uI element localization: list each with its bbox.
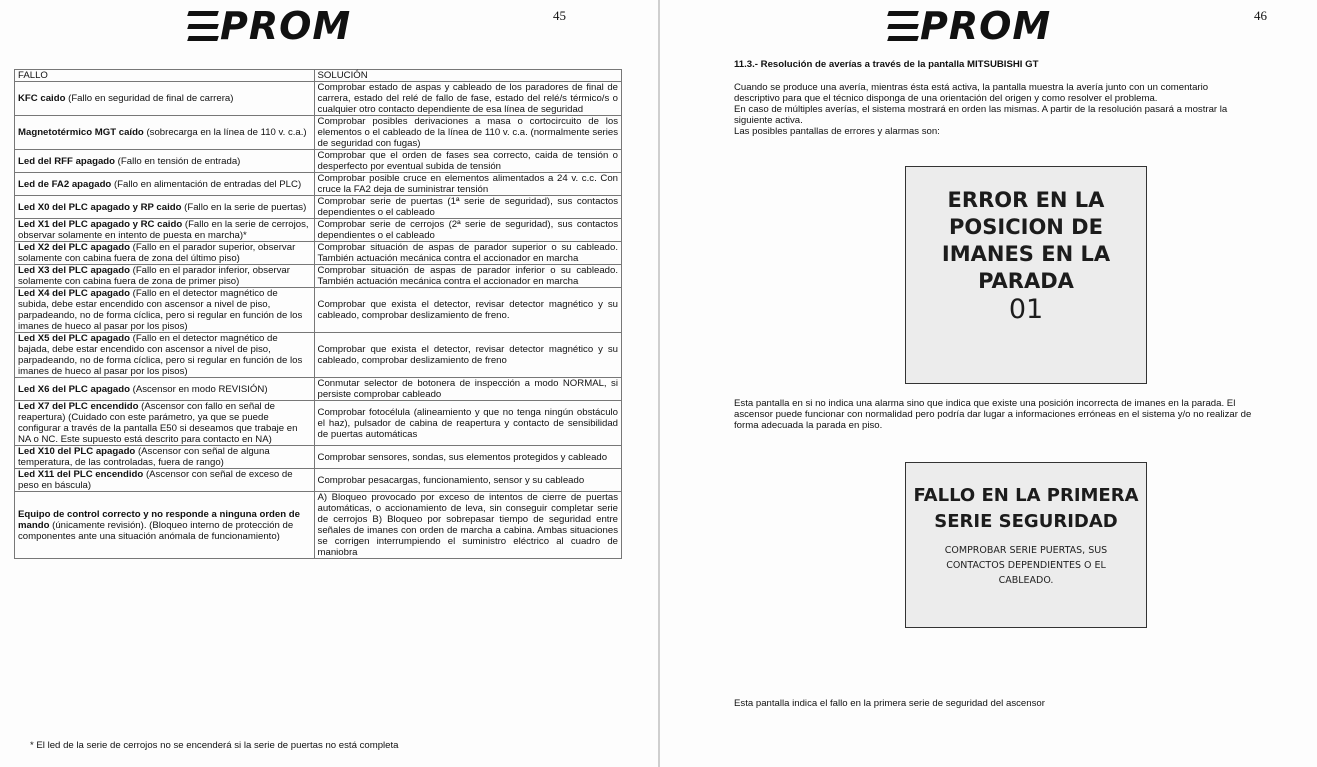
fallo-description: (Fallo en el parador superior, observar solamente con cabina fuera de zona del último piso): [18, 242, 296, 264]
fallo-description: (Fallo en seguridad de final de carrera): [65, 93, 234, 104]
fallo-cell: [15, 242, 315, 265]
screen-title: [906, 187, 1146, 295]
fallo-description: (Fallo en la serie de puertas): [181, 201, 307, 213]
fallo-cell: [15, 401, 315, 446]
error-screen-magnets: [905, 166, 1147, 384]
fallo-description: (Fallo en el parador inferior, observar solamente con cabina fuera de zona de primer piso): [18, 265, 290, 287]
screen-line: POSICION DE: [949, 215, 1103, 239]
solucion-cell: Comprobar que exista el detector, revisar detector magnético y su cableado, comprobar deslizamiento de freno.: [314, 288, 621, 333]
table-row: [15, 196, 622, 219]
solucion-cell: Comprobar pesacargas, funcionamiento, sensor y su cableado: [314, 469, 621, 492]
fallo-title: Led X5 del PLC apagado: [18, 333, 130, 344]
solucion-cell: Comprobar que el orden de fases sea correcto, caida de tensión o desperfecto por eventual subida de tensión: [314, 150, 621, 173]
page-number: 46: [1254, 8, 1267, 23]
fallo-description: (únicamente revisión). (Bloqueo interno de protección de componentes ante una situación anómala de funcionamiento): [18, 519, 294, 542]
fallo-cell: [15, 265, 315, 288]
error-code: 01: [1008, 294, 1044, 325]
intro-paragraph: Las posibles pantallas de errores y alarmas son:: [734, 126, 940, 137]
screen-line: COMPROBAR SERIE PUERTAS, SUS: [944, 545, 1108, 556]
table-row: [15, 265, 622, 288]
fallo-cell: [15, 333, 315, 378]
screen-title: [906, 483, 1146, 535]
fallo-title: Led del RFF apagado: [18, 155, 116, 167]
table-row: [15, 446, 622, 469]
solucion-cell: Comprobar situación de aspas de parador inferior o su cableado. También actuación mecánica contra el accionador en marcha: [314, 265, 621, 288]
fallo-title: Led X1 del PLC apagado y RC caido: [18, 219, 183, 230]
fallo-title: KFC caido: [18, 93, 66, 104]
fallo-cell: [15, 288, 315, 333]
table-header-row: [15, 70, 622, 82]
screen1-caption: Esta pantalla en si no indica una alarma sino que indica que existe una posición incorrecta de imanes en la parada. El ascensor puede funcionar con normalidad pero podría dar lugar a informaciones erróneas en el sistema y/o no realizar de forma adecuada la parada en piso.: [734, 398, 1252, 431]
solucion-cell: Comprobar posibles derivaciones a masa o cortocircuito de los elementos o el cableado de la línea de 110 v. c.a. (normalmente series de seguridad con fugas): [314, 116, 621, 150]
fallo-title: Led X2 del PLC apagado: [18, 242, 130, 253]
column-header-solucion: SOLUCIÓN: [314, 70, 621, 82]
fallo-description: (Fallo en alimentación de entradas del PLC): [111, 178, 302, 190]
solucion-cell: Comprobar estado de aspas y cableado de los paradores de final de carrera, estado del relé de fallo de fase, estado del relé/s térmico/s o cualquier otro contacto dependiente de esa línea de seguridad: [314, 82, 621, 116]
solucion-cell: Comprobar sensores, sondas, sus elementos protegidos y cableado: [314, 446, 621, 469]
fallo-title: Led de FA2 apagado: [18, 178, 112, 190]
table-row: [15, 288, 622, 333]
faults-table: [14, 69, 622, 559]
fallo-description: (Ascensor con señal de exceso de peso en báscula): [18, 469, 293, 491]
table-row: [15, 82, 622, 116]
fallo-description: (Fallo en tensión de entrada): [115, 155, 241, 167]
fallo-description: (Ascensor con señal de alguna temperatura, de las controladas, fuera de rango): [18, 446, 270, 468]
screen2-caption: Esta pantalla indica el fallo en la primera serie de seguridad del ascensor: [734, 698, 1045, 709]
faults-table-body: [15, 82, 622, 559]
page-number: 45: [553, 8, 566, 23]
prom-logo: [888, 6, 1051, 46]
fallo-title: Led X11 del PLC encendido: [18, 469, 144, 480]
fallo-description: (Fallo en la serie de cerrojos, observar solamente en intento de puesta en marcha)*: [18, 219, 309, 241]
screen-line: FALLO EN LA PRIMERA: [913, 485, 1139, 506]
table-row: [15, 492, 622, 559]
logo-text: PROM: [920, 4, 1052, 48]
table-row: [15, 173, 622, 196]
screen-line: CONTACTOS DEPENDIENTES O EL: [946, 560, 1106, 571]
fallo-cell: [15, 196, 315, 219]
screen-line: IMANES EN LA: [941, 242, 1111, 266]
fallo-cell: [15, 378, 315, 401]
right-page: [660, 0, 1317, 767]
fallo-title: Led X10 del PLC apagado: [18, 446, 136, 457]
solucion-cell: Comprobar fotocélula (alineamiento y que no tenga ningún obstáculo el haz), pulsador de cabina de reapertura y contacto de sensibilidad de puertas automáticas: [314, 401, 621, 446]
intro-paragraph: Cuando se produce una avería, mientras ésta está activa, la pantalla muestra la avería junto con un comentario descriptivo para que el técnico disponga de una orientación del origen y como resolver el problema.: [734, 82, 1209, 104]
prom-logo: [188, 6, 351, 46]
fallo-cell: [15, 446, 315, 469]
solucion-cell: Comprobar serie de cerrojos (2ª serie de seguridad), sus contactos dependientes o el cableado: [314, 219, 621, 242]
fallo-cell: [15, 116, 315, 150]
fallo-title: Led X7 del PLC encendido: [18, 401, 139, 412]
solucion-cell: Comprobar que exista el detector, revisar detector magnético y su cableado, comprobar deslizamiento de freno: [314, 333, 621, 378]
left-page: [0, 0, 658, 767]
section-title: 11.3.- Resolución de averías a través de la pantalla MITSUBISHI GT: [734, 59, 1039, 70]
fallo-cell: [15, 173, 315, 196]
screen-line: SERIE SEGURIDAD: [934, 511, 1118, 532]
fallo-description: (Ascensor con fallo en señal de reapertura) (Cuidado con este parámetro, ya que se puede configurar a través de la pantalla E50 si deseamos que trabaje en NA o NC. Este supuesto está descrito para contacto en NA): [18, 401, 298, 445]
table-row: [15, 469, 622, 492]
error-screen-safety-series: [905, 462, 1147, 628]
fallo-cell: [15, 150, 315, 173]
solucion-cell: Comprobar posible cruce en elementos alimentados a 24 v. c.c. Con cruce la FA2 deja de suministrar tensión: [314, 173, 621, 196]
fallo-cell: [15, 492, 315, 559]
fallo-cell: [15, 219, 315, 242]
table-row: [15, 150, 622, 173]
table-row: [15, 401, 622, 446]
table-row: [15, 333, 622, 378]
solucion-cell: Comprobar serie de puertas (1ª serie de seguridad), sus contactos dependientes o el cableado: [314, 196, 621, 219]
solucion-cell: Conmutar selector de botonera de inspección a modo NORMAL, si persiste comprobar cableado: [314, 378, 621, 401]
intro-text: [734, 82, 1254, 137]
logo-stripes-icon: [188, 11, 218, 41]
screen-line: ERROR EN LA: [947, 188, 1105, 212]
table-row: [15, 116, 622, 150]
footnote: * El led de la serie de cerrojos no se encenderá si la serie de puertas no está completa: [30, 740, 399, 751]
screen-line: PARADA: [978, 269, 1074, 293]
fallo-description: (Ascensor en modo REVISIÓN): [129, 383, 268, 395]
intro-paragraph: En caso de múltiples averías, el sistema mostrará en orden las mismas. A partir de la resolución pasará a mostrar la siguiente activa.: [734, 104, 1228, 126]
fallo-title: Magnetotérmico MGT caído: [18, 127, 144, 138]
column-header-fallo: FALLO: [15, 70, 315, 82]
fallo-title: Equipo de control correcto y no responde a ninguna orden de mando: [18, 508, 300, 531]
screen-line: CABLEADO.: [998, 575, 1054, 586]
screen-subtitle: [906, 543, 1146, 588]
fallo-description: (sobrecarga en la línea de 110 v. c.a.): [143, 127, 307, 138]
fallo-description: (Fallo en el detector magnético de bajada, debe estar encendido con ascensor a nivel de piso, parpadeando, no de forma cíclica, pero si regular en función de los imanes de hueco al pasar por los pisos): [18, 333, 303, 377]
fallo-title: Led X4 del PLC apagado: [18, 288, 130, 299]
logo-text: PROM: [220, 4, 352, 48]
fallo-title: Led X0 del PLC apagado y RP caido: [18, 201, 182, 213]
table-row: [15, 242, 622, 265]
solucion-cell: A) Bloqueo provocado por exceso de intentos de cierre de puertas automáticas, o accionamiento de leva, sin conseguir completar serie de cerrojos B) Bloqueo por sobrepasar tiempo de seguridad entre señales de imanes con orden de marcha a cabina. Ambas situaciones se corrigen interrumpiendo el suministro eléctrico al cuadro de maniobra: [314, 492, 621, 559]
table-row: [15, 378, 622, 401]
fallo-cell: [15, 82, 315, 116]
fallo-description: (Fallo en el detector magnético de subida, debe estar encendido con ascensor a nivel de piso, parpadeando, no de forma cíclica, pero si regular en función de los imanes de hueco al pasar por los pisos): [18, 288, 303, 332]
logo-stripes-icon: [888, 11, 918, 41]
solucion-cell: Comprobar situación de aspas de parador superior o su cableado. También actuación mecánica contra el accionador en marcha: [314, 242, 621, 265]
fallo-cell: [15, 469, 315, 492]
fallo-title: Led X6 del PLC apagado: [18, 383, 130, 395]
fallo-title: Led X3 del PLC apagado: [18, 265, 130, 276]
table-row: [15, 219, 622, 242]
